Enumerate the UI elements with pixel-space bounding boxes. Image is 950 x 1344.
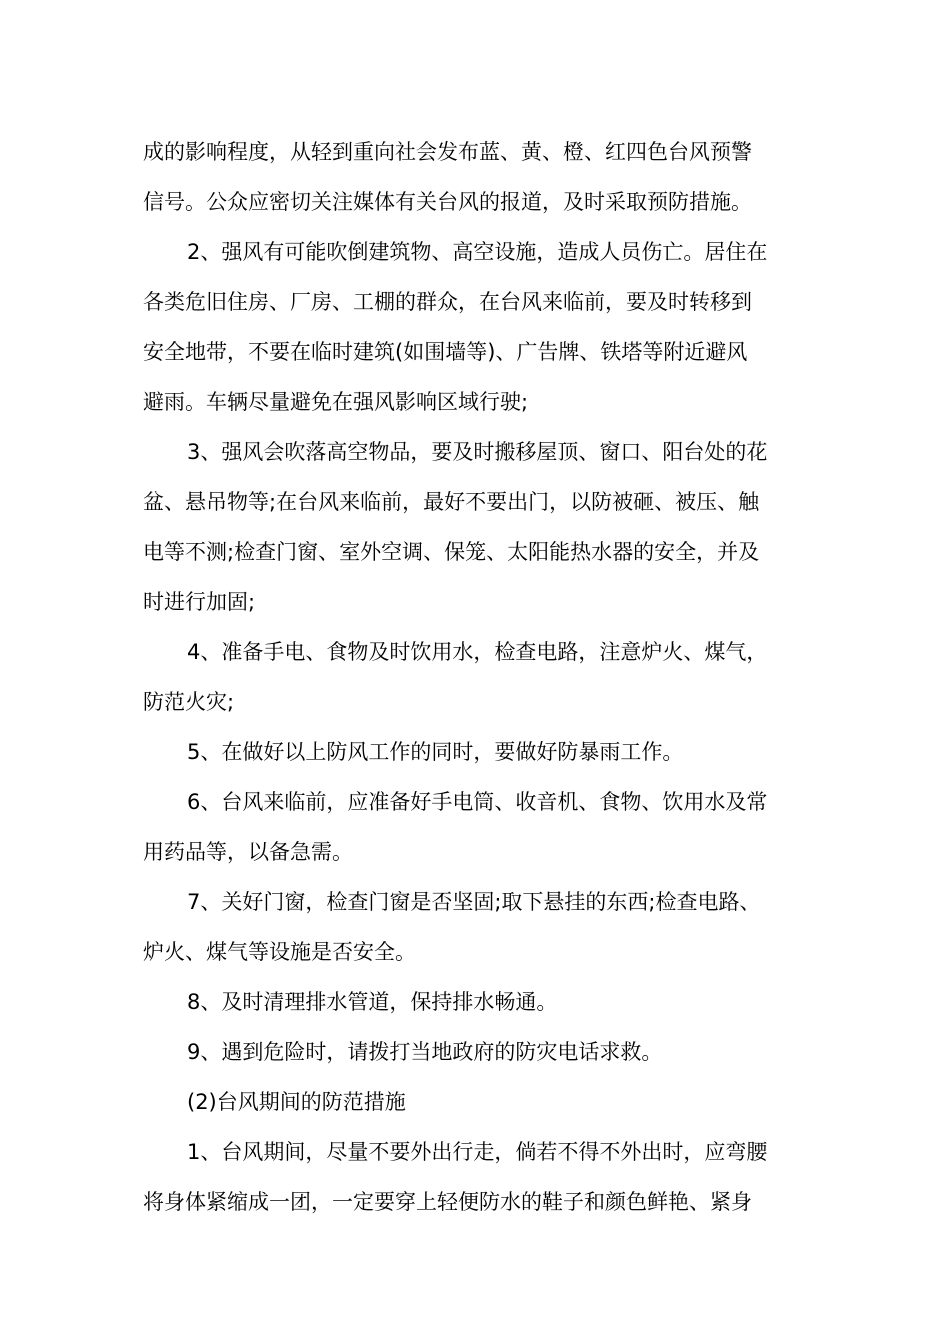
text-line: 各类危旧住房、厂房、工棚的群众，在台风来临前，要及时转移到	[143, 290, 752, 314]
text-line: 炉火、煤气等设施是否安全。	[143, 940, 416, 964]
text-line: 信号。公众应密切关注媒体有关台风的报道，及时采取预防措施。	[143, 190, 752, 214]
text-line: 用药品等，以备急需。	[143, 840, 353, 864]
paragraph-start-line: 8、及时清理排水管道，保持排水畅通。	[187, 990, 558, 1014]
text-line: 成的影响程度，从轻到重向社会发布蓝、黄、橙、红四色台风预警	[143, 140, 752, 164]
text-line: 安全地带，不要在临时建筑(如围墙等)、广告牌、铁塔等附近避风	[143, 340, 748, 364]
text-line: 将身体紧缩成一团，一定要穿上轻便防水的鞋子和颜色鲜艳、紧身	[143, 1190, 752, 1214]
text-line: 防范火灾;	[143, 690, 235, 714]
section-heading: (2)台风期间的防范措施	[187, 1090, 406, 1114]
paragraph-start-line: 9、遇到危险时，请拨打当地政府的防灾电话求救。	[187, 1040, 663, 1064]
paragraph-start-line: 6、台风来临前，应准备好手电筒、收音机、食物、饮用水及常	[187, 790, 768, 814]
paragraph-start-line: 5、在做好以上防风工作的同时，要做好防暴雨工作。	[187, 740, 684, 764]
text-line: 避雨。车辆尽量避免在强风影响区域行驶;	[143, 390, 529, 414]
text-line: 时进行加固;	[143, 590, 256, 614]
paragraph-start-line: 7、关好门窗，检查门窗是否坚固;取下悬挂的东西;检查电路、	[187, 890, 761, 914]
paragraph-start-line: 3、强风会吹落高空物品，要及时搬移屋顶、窗口、阳台处的花	[187, 440, 768, 464]
paragraph-start-line: 2、强风有可能吹倒建筑物、高空设施，造成人员伤亡。居住在	[187, 240, 768, 264]
paragraph-start-line: 4、准备手电、食物及时饮用水，检查电路，注意炉火、煤气，	[187, 640, 768, 664]
paragraph-start-line: 1、台风期间，尽量不要外出行走，倘若不得不外出时，应弯腰	[187, 1140, 768, 1164]
text-line: 盆、悬吊物等;在台风来临前，最好不要出门，以防被砸、被压、触	[143, 490, 760, 514]
text-line: 电等不测;检查门窗、室外空调、保笼、太阳能热水器的安全，并及	[143, 540, 760, 564]
document-body	[143, 127, 808, 1227]
